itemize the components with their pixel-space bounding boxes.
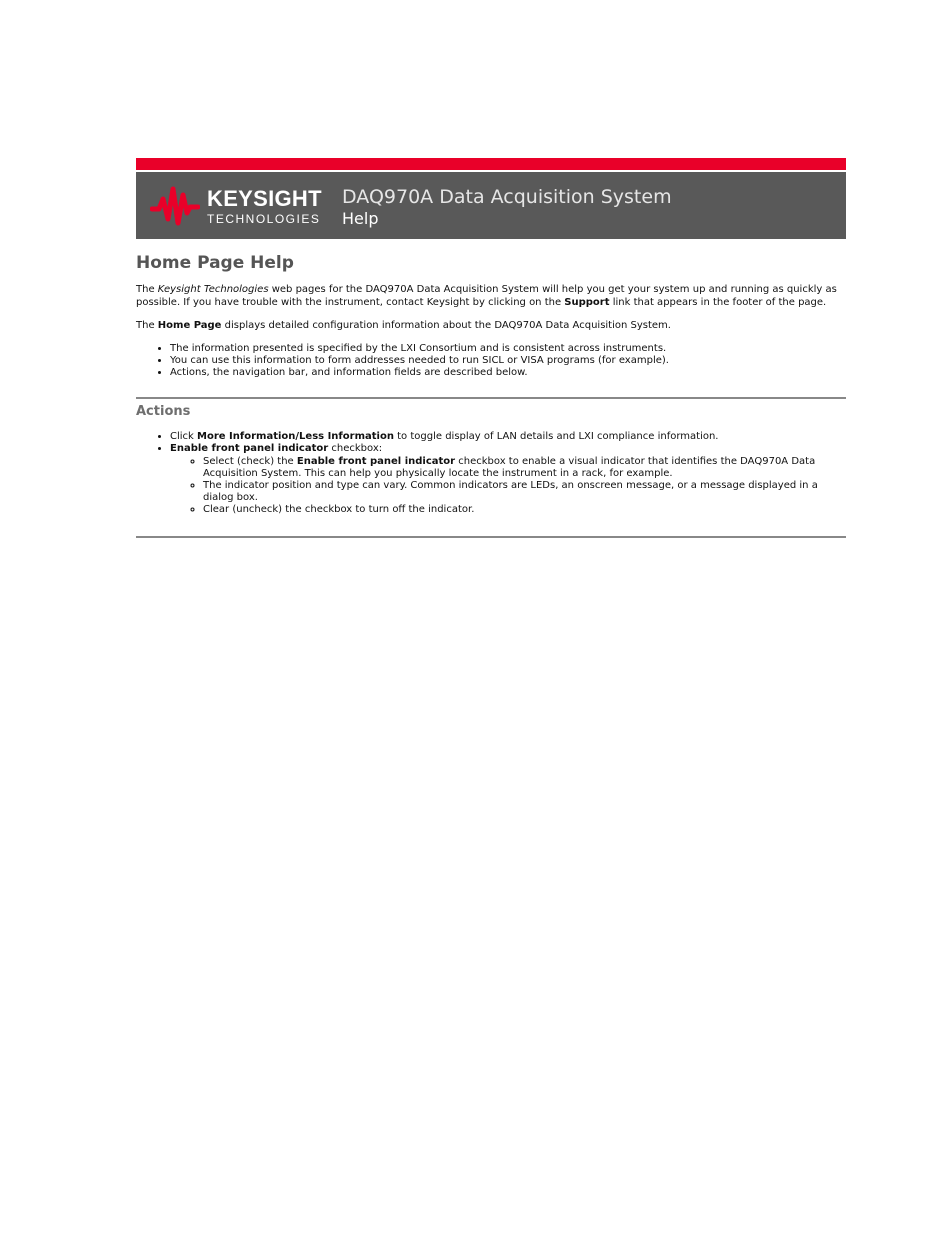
sub1-text-2: checkbox to enable a visual indicator that identifies the DAQ970A Data Acquisition System. This can help you physically locate the instrument in a rack, for example. xyxy=(203,455,816,479)
list-item: • The information presented is specified by the LXI Consortium and is consistent across instruments. xyxy=(170,343,846,355)
action1-strong: More Information/Less Information xyxy=(197,431,394,443)
action2-text: checkbox: xyxy=(328,443,383,455)
bottom-divider xyxy=(136,536,846,538)
intro-text-2: web pages for the DAQ970A Data Acquisition System will help you get your system up and running as quickly as possible. If you have trouble with the instrument, contact Keysight by clicking on the xyxy=(136,284,837,308)
intro-paragraph xyxy=(136,284,846,309)
homepage-strong: Home Page xyxy=(157,320,222,331)
action1-text-2: to toggle display of LAN details and LXI compliance information. xyxy=(393,431,719,443)
sub1-strong: Enable front panel indicator xyxy=(296,455,456,467)
homepage-text-1: The xyxy=(136,320,158,331)
actions-list xyxy=(136,431,846,516)
sublist-item xyxy=(203,456,846,480)
indicator-sublist xyxy=(170,456,846,517)
intro-text-1: The xyxy=(136,284,158,295)
homepage-paragraph xyxy=(136,320,846,333)
help-page xyxy=(136,158,846,538)
list-item xyxy=(170,443,846,516)
list-item xyxy=(170,431,846,443)
action2-strong: Enable front panel indicator xyxy=(170,443,329,455)
info-list xyxy=(136,343,846,380)
intro-text-3: link that appears in the footer of the page. xyxy=(609,296,827,308)
header-accent-bar xyxy=(136,158,846,170)
sublist-item: ◦ Clear (uncheck) the checkbox to turn off the indicator. xyxy=(203,504,846,516)
keysight-logo-icon xyxy=(150,185,200,227)
sub1-text-1: Select (check) the xyxy=(203,455,297,467)
page-subtitle: Help xyxy=(342,209,379,228)
action1-text-1: Click xyxy=(170,431,198,443)
logo-name: KEYSIGHT xyxy=(207,186,322,211)
page-title: Home Page Help xyxy=(136,253,294,273)
sublist-item: ◦ The indicator position and type can vary. Common indicators are LEDs, an onscreen message, or a message displayed in a dialog box. xyxy=(203,480,846,504)
product-title: DAQ970A Data Acquisition System xyxy=(342,186,672,208)
keysight-logo xyxy=(207,188,322,226)
section-divider xyxy=(136,397,846,399)
list-item: • Actions, the navigation bar, and information fields are described below. xyxy=(170,367,846,379)
actions-heading: Actions xyxy=(136,404,191,420)
header-banner xyxy=(136,172,846,239)
support-link-label: Support xyxy=(564,296,610,308)
intro-company: Keysight Technologies xyxy=(157,284,269,295)
list-item: • You can use this information to form addresses needed to run SICL or VISA programs (for example). xyxy=(170,355,846,367)
homepage-text-2: displays detailed configuration information about the DAQ970A Data Acquisition System. xyxy=(221,320,671,331)
logo-subtext: TECHNOLOGIES xyxy=(207,212,321,226)
